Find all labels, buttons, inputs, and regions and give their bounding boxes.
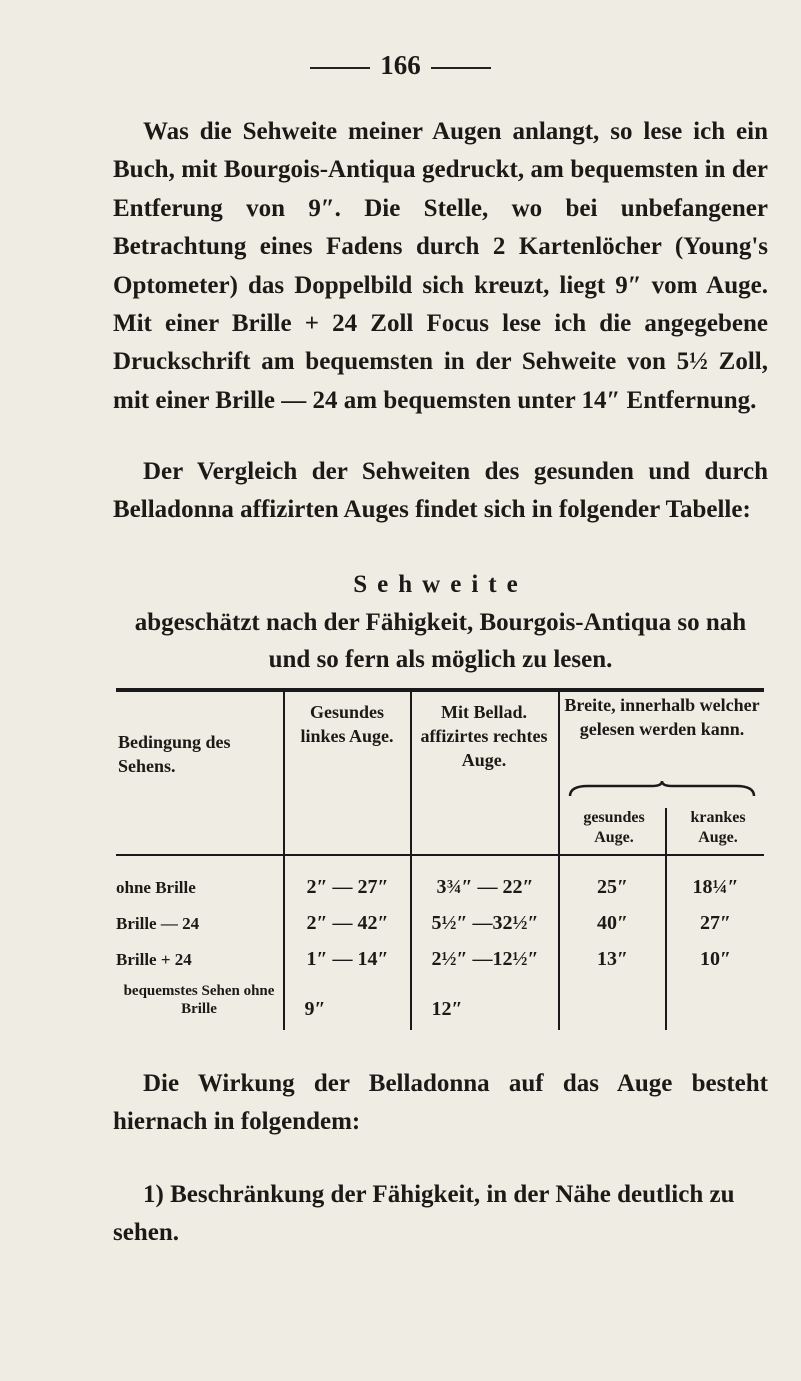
column-divider-2 [410,692,412,982]
closing-paragraph: Die Wirkung der Belladonna auf das Auge besteht hiernach in folgendem: [113,1070,768,1136]
row-condition: Brille — 24 [116,914,200,933]
row-condition: ohne Brille [116,878,196,897]
intro-paragraph: Was die Sehweite meiner Augen anlangt, so lese ich ein Buch, mit Bourgois-Antiqua gedruckt, am bequemsten in der Entferung von 9″. Die Stelle, wo bei unbefangener Betrachtung eines Fadens durch 2 Kartenlöcher (Young's Optometer) das Doppelbild sich kreuzt, liegt 9″ vom Auge. Mit einer Brille + 24 Zoll Focus lese ich die angegebene Druckschrift am bequemsten in der Sehweite von 5½ Zoll, mit einer Brille — 24 am bequemsten unter 14″ Entfernung. [113,118,768,414]
header-bellad-right: Mit Bellad. affizirtes rechtes Auge. [420,702,548,770]
cell-bellad: 12″ [431,998,463,1020]
table-subheading: abgeschätzt nach der Fähigkeit, Bourgois-Antiqua so nah und so fern als möglich zu lesen. [134,609,747,673]
header-brace [568,780,756,798]
cell-width-sick: 18¼″ [692,876,739,898]
cell-bellad: 2½″ —12½″ [431,948,539,970]
header-bottom-rule-3 [412,854,558,856]
table-heading: Sehweite [353,571,528,598]
header-width-group: Breite, innerhalb welcher gelesen werden kann. [564,695,760,739]
header-bottom-rule-4 [560,854,665,856]
column-divider-3 [558,692,560,982]
cell-healthy: 9″ [304,998,326,1020]
header-sick-eye: krankes Auge. [690,809,746,846]
cell-healthy: 2″ — 42″ [306,912,389,934]
header-condition: Bedingung des Sehens. [118,732,231,776]
column-divider-3-lower [558,982,560,1030]
table-top-rule [116,688,764,692]
header-bottom-rule-1 [116,854,283,856]
list-item: 1) Beschränkung der Fähigkeit, in der Nähe deutlich zu sehen. [113,1181,735,1246]
header-healthy-eye: gesundes Auge. [583,809,645,846]
header-rule-left [310,67,370,69]
cell-width-healthy: 25″ [596,876,629,898]
header-bottom-rule-5 [667,854,764,856]
cell-healthy: 2″ — 27″ [306,876,389,898]
header-healthy-left: Gesundes linkes Auge. [300,702,394,746]
cell-width-sick: 10″ [699,948,732,970]
cell-width-healthy: 40″ [596,912,629,934]
page-number: 166 [380,50,421,80]
header-rule-right [431,67,491,69]
cell-bellad: 5½″ —32½″ [431,912,539,934]
column-divider-1-lower [283,982,285,1030]
column-divider-4-lower [665,982,667,1030]
column-divider-1 [283,692,285,982]
page-header [0,50,801,81]
cell-healthy: 1″ — 14″ [306,948,389,970]
comparison-paragraph: Der Vergleich der Sehweiten des gesunden und durch Belladonna affizirten Auges findet sich in folgender Tabelle: [113,458,768,524]
column-divider-2-lower [410,982,412,1030]
cell-width-sick: 27″ [699,912,732,934]
row-condition: Brille + 24 [116,950,192,969]
cell-width-healthy: 13″ [596,948,629,970]
header-bottom-rule-2 [285,854,410,856]
row-condition: bequemstes Sehen ohne Brille [123,983,275,1017]
cell-bellad: 3¾″ — 22″ [436,876,534,898]
